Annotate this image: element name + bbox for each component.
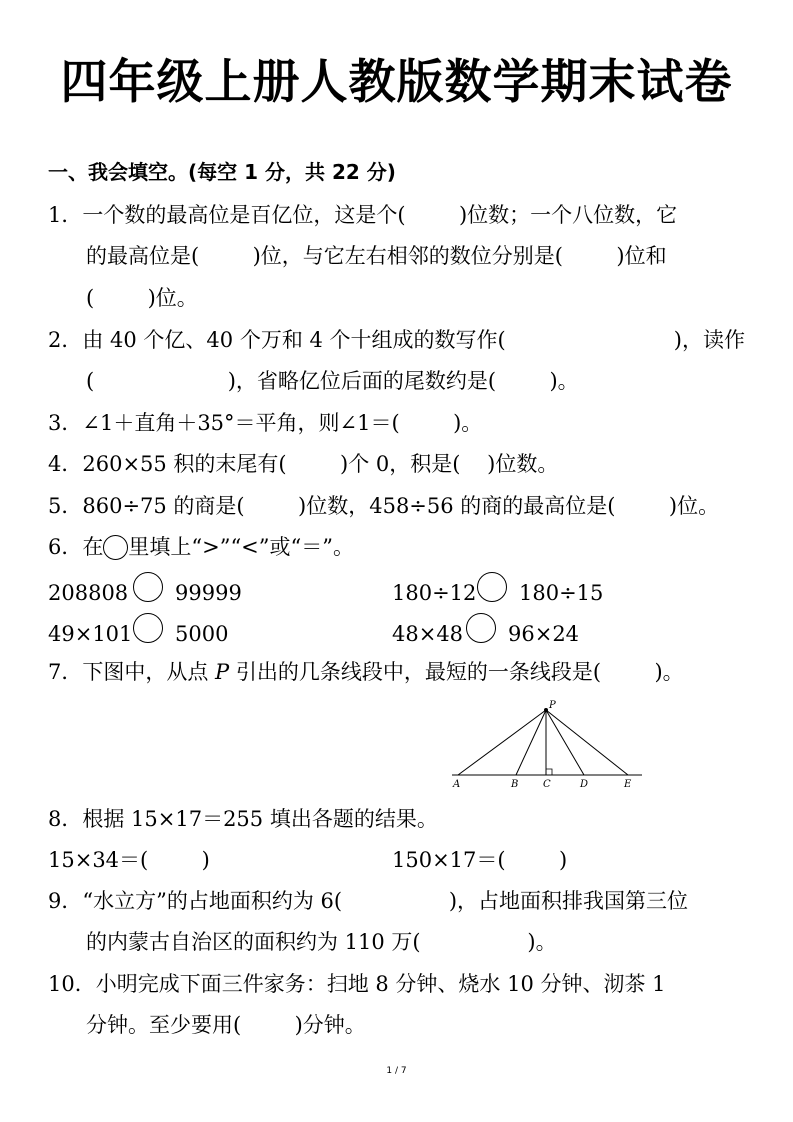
q2-line-1a: 2．由 40 个亿、40 个万和 4 个十组成的数写作(: [48, 328, 506, 352]
q3-line: 3．∠1＋直角＋35°＝平角，则∠1＝( )。: [48, 411, 483, 435]
q6-after: 里填上“>”“<”或“＝”。: [128, 535, 354, 559]
q6-item-1-left: 208808: [48, 581, 129, 605]
q7-text-a: 7．下图中，从点: [48, 660, 216, 684]
label-a: A: [453, 779, 461, 790]
q6-item-4-left: 48×48: [392, 622, 464, 646]
q6-item-2-right: 180÷15: [519, 581, 604, 605]
q10-line-2: 分钟。至少要用( )分钟。: [86, 1013, 366, 1037]
right-angle-mark: [546, 769, 552, 775]
q6-item-4-right: 96×24: [508, 622, 580, 646]
q8-right: 150×17＝( ): [392, 848, 568, 872]
label-b: B: [511, 779, 519, 790]
q1-line-1: 1．一个数的最高位是百亿位，这是个( )位数；一个八位数，它: [48, 203, 678, 227]
q7-line: [48, 657, 684, 687]
label-e: E: [624, 779, 632, 790]
q8-line: 8．根据 15×17＝255 填出各题的结果。: [48, 807, 438, 831]
q6-item-1-right: 99999: [175, 581, 242, 605]
point-p-dot: [544, 708, 548, 712]
q7-text-b: 引出的几条线段中，最短的一条线段是( )。: [229, 660, 684, 684]
segment-pe: [546, 710, 628, 775]
q9-line-2: 的内蒙古自治区的面积约为 110 万( )。: [86, 930, 557, 954]
segment-pd: [546, 710, 584, 775]
q6-item-3-right: 5000: [175, 622, 229, 646]
compare-circle-input[interactable]: [133, 613, 163, 643]
exam-title: 四年级上册人教版数学期末试卷: [60, 55, 733, 110]
label-c: C: [543, 779, 551, 790]
q7-point-p: P: [215, 660, 230, 684]
q4-line: 4．260×55 积的末尾有( )个 0，积是( )位数。: [48, 452, 559, 476]
segments-figure: [448, 700, 648, 795]
q6-item-3-left: 49×101: [48, 622, 133, 646]
q10-line-1: 10．小明完成下面三件家务：扫地 8 分钟、烧水 10 分钟、沏茶 1: [48, 972, 666, 996]
compare-circle-input[interactable]: [477, 572, 507, 602]
q2-line-1b: )，读作: [673, 328, 745, 352]
segment-pa: [458, 710, 546, 775]
label-p: P: [549, 700, 556, 711]
q6-item-2-left: 180÷12: [392, 581, 477, 605]
q1-line-2: 的最高位是( )位，与它左右相邻的数位分别是( )位和: [86, 244, 667, 268]
q9-line-1: 9．“水立方”的占地面积约为 6( )，占地面积排我国第三位: [48, 889, 689, 913]
q2-line-2: ( )，省略亿位后面的尾数约是( )。: [86, 369, 579, 393]
section-heading: 一、我会填空。(每空 1 分，共 22 分): [48, 160, 396, 184]
compare-circle-input[interactable]: [133, 572, 163, 602]
q8-left: 15×34＝( ): [48, 848, 210, 872]
compare-circle-icon: [103, 535, 128, 560]
compare-circle-input[interactable]: [466, 613, 496, 643]
q1-line-3: ( )位。: [86, 286, 198, 310]
q6-before: 6．在: [48, 535, 104, 559]
page-number: 1 / 7: [386, 1066, 407, 1076]
q6-line: [48, 532, 354, 562]
q5-line: 5．860÷75 的商是( )位数，458÷56 的商的最高位是( )位。: [48, 494, 720, 518]
segment-pb: [516, 710, 546, 775]
label-d: D: [580, 779, 589, 790]
